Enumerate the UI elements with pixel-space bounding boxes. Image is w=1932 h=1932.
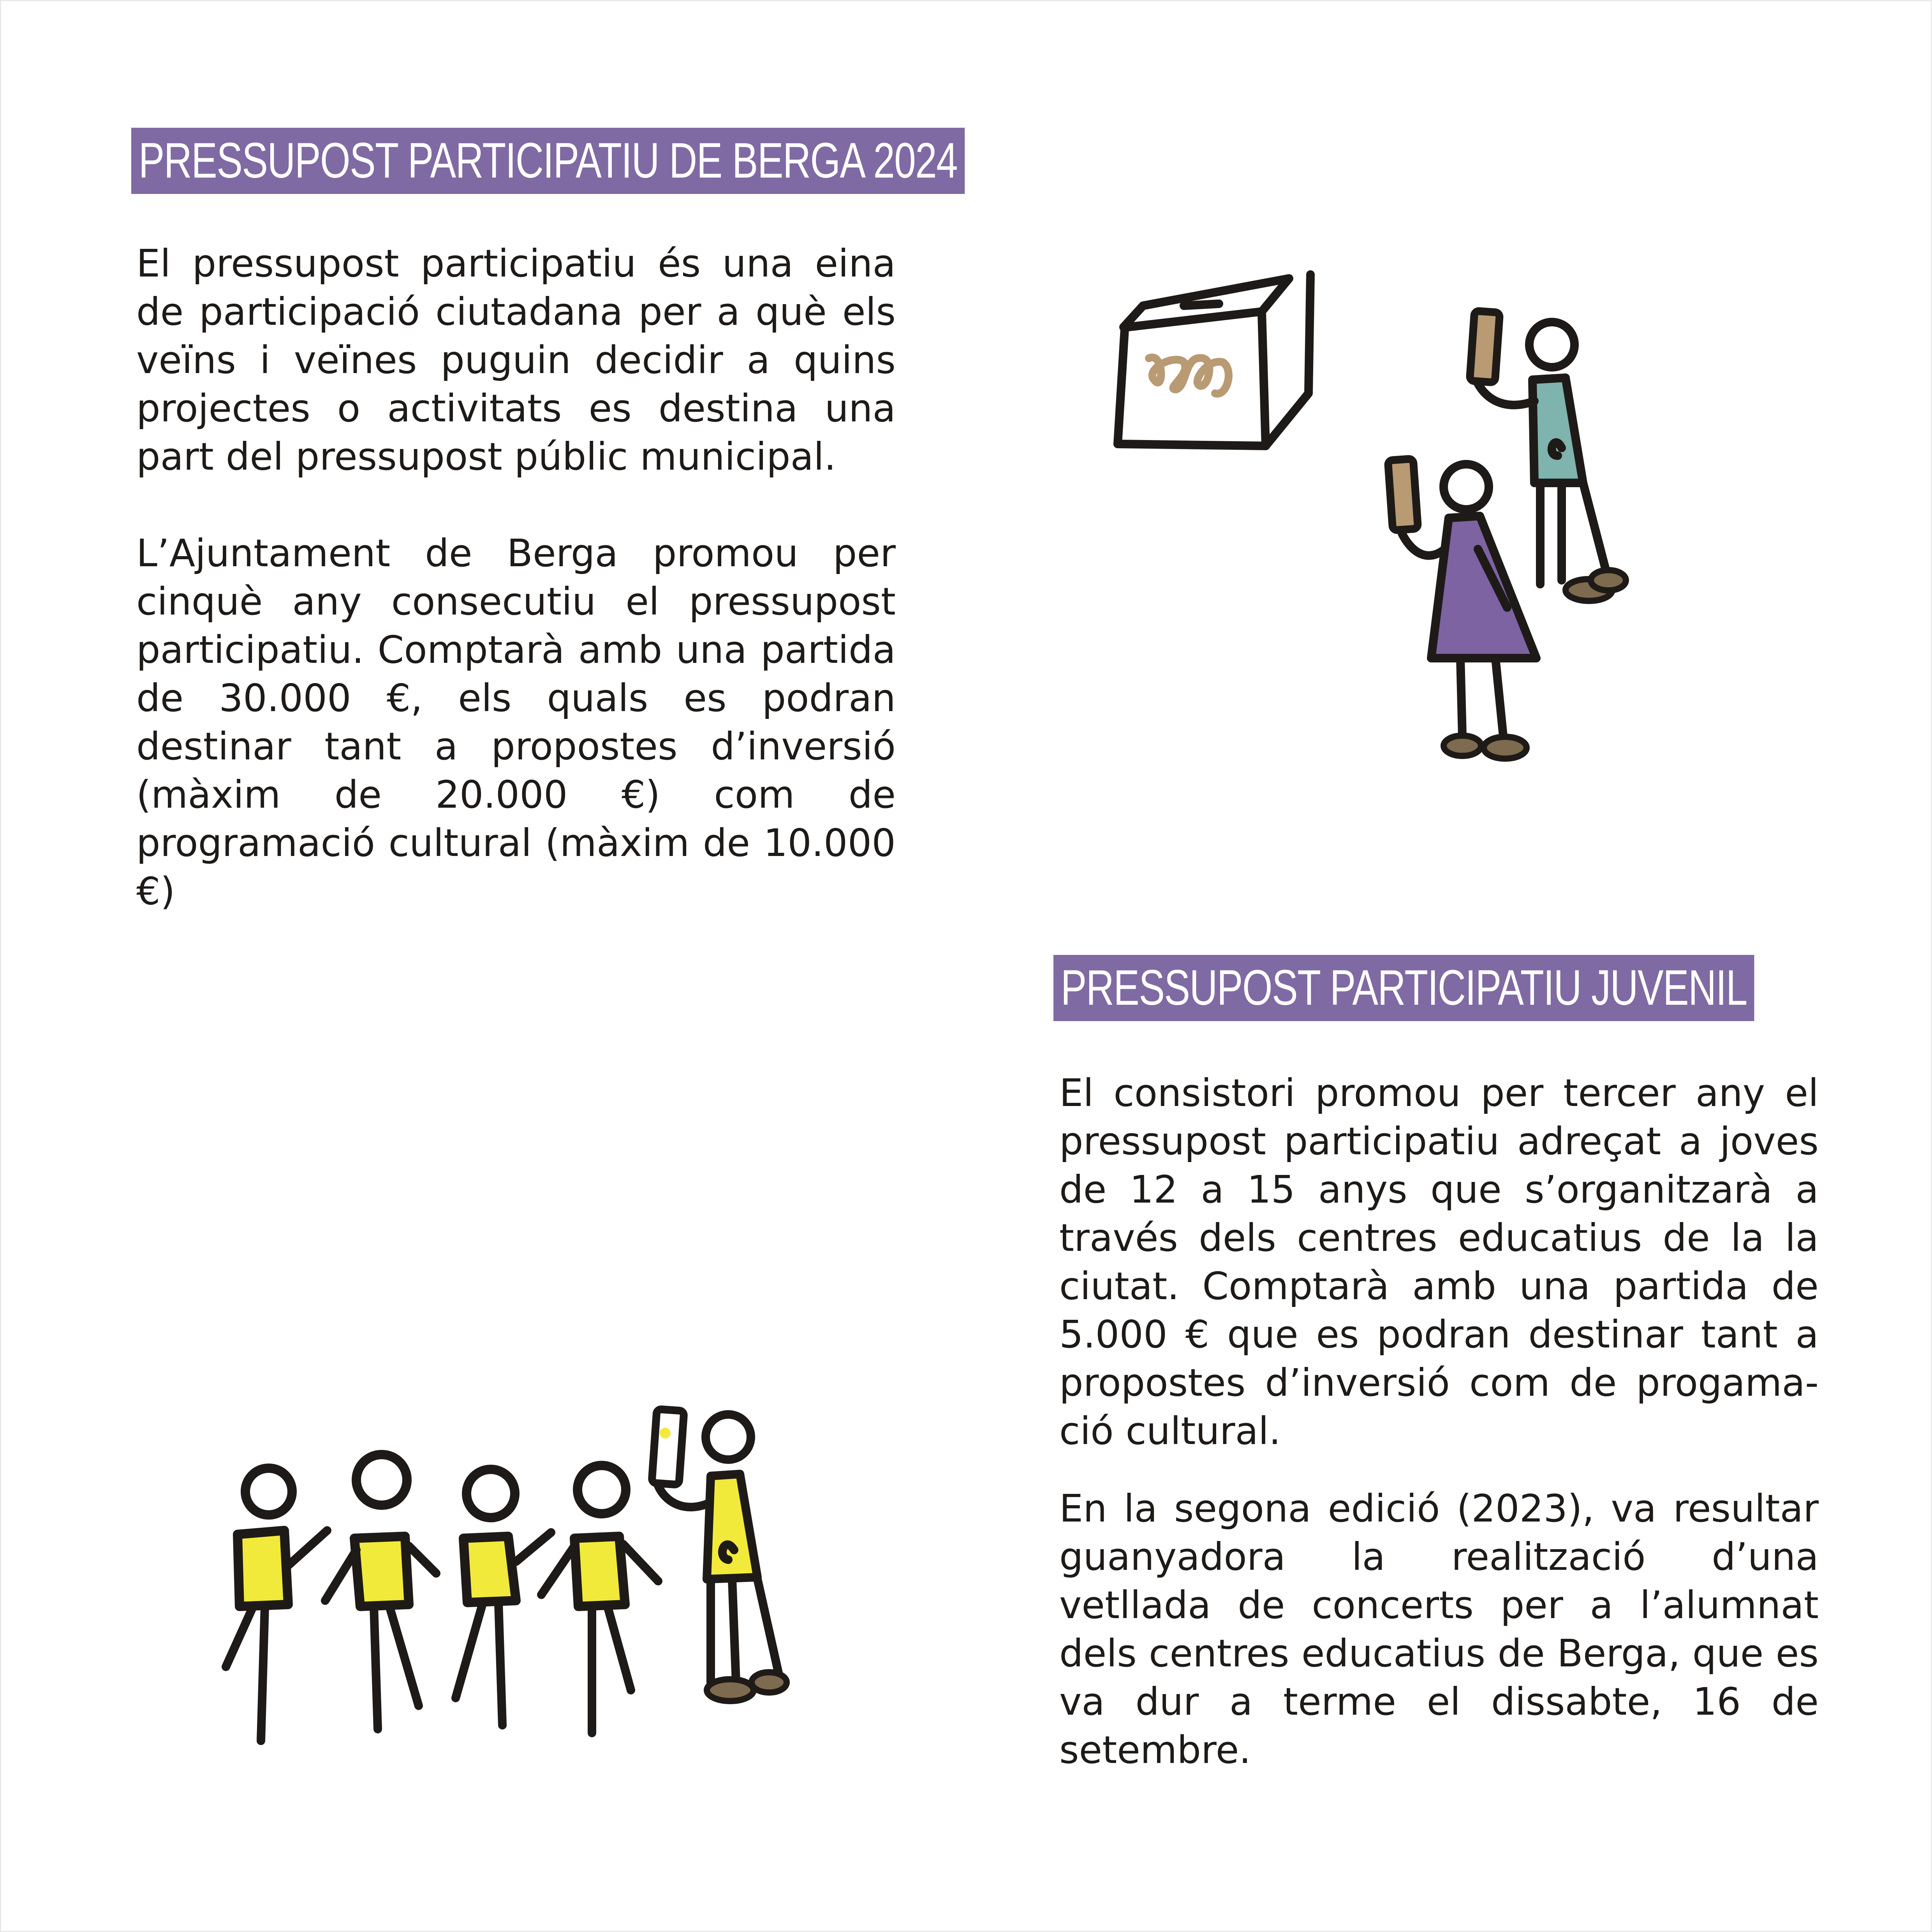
section2-paragraph-2: En la segona edició (2023), va resultar guanyadora la realització d’una vetllada de concerts per a l’alumnat dels centres educatius de Berga, que es va dur a terme el dissabte, 16 de setembre.	[1059, 1486, 1819, 1772]
section1-paragraph-2: L’Ajuntament de Berga promou per cinquè any consecutiu el pressupost participatiu. Comptarà amb una partida de 30.000 €, els quals es podran destinar tant a propostes d’inversió (màxim de 20.000 €) com de programació cultural (màxim de 10.000 €)	[136, 531, 896, 913]
section2-paragraph-1: El consistori promou per tercer any el pressupost participatiu adreçat a joves de 12 a 15 anys que s’organitzarà a través dels centres educatius de la la ciutat. Comptarà amb una partida de 5.000 € que es podran destinar tant a propostes d’inversió com de progama-ció cultural.	[1059, 1071, 1819, 1453]
section1-paragraph-1: El pressupost participatiu és una eina de participació ciutadana per a què els veïns i veïnes puguin decidir a quins projectes o activitats es destina una part del pressupost públic municipal.	[136, 241, 896, 479]
section1-heading: PRESSUPOST PARTICIPATIU DE BERGA 2024	[131, 128, 965, 194]
section2-body	[1059, 1069, 1819, 1774]
ballot-box-icon	[1106, 269, 1324, 463]
section1-body	[136, 240, 896, 916]
section2-heading: PRESSUPOST PARTICIPATIU JUVENIL	[1053, 955, 1754, 1021]
youth-group-icon	[218, 1402, 794, 1752]
voters-icon	[1379, 300, 1643, 767]
